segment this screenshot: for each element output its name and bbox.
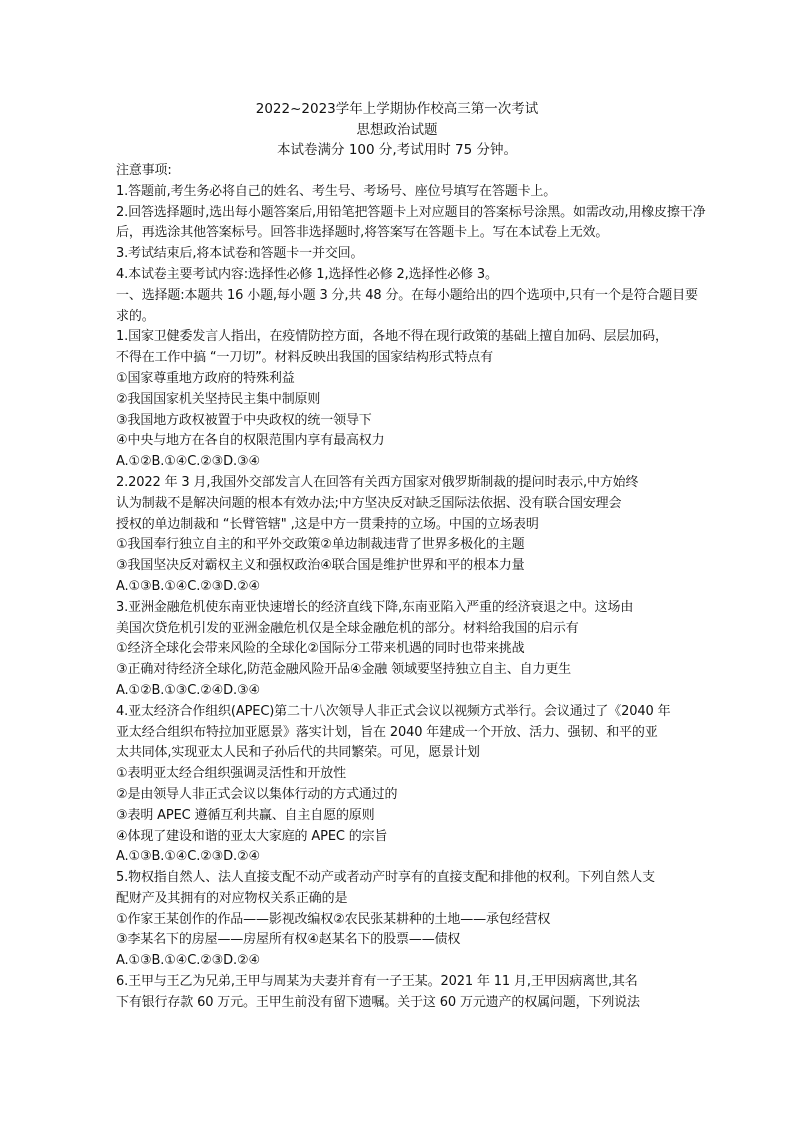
question-6-stem: 6.王甲与王乙为兄弟,王甲与周某为夫妻并育有一子王某。2021 年 11 月,王甲因病离世,其名 [116, 974, 638, 990]
question-2-stem: 2.2022 年 3 月,我国外交部发言人在回答有关西方国家对俄罗斯制裁的提问时表示,中方始终 [116, 474, 639, 490]
question-1-statement: ②我国国家机关坚持民主集中制原则 [116, 391, 321, 407]
exam-subject: 思想政治试题 [356, 121, 438, 138]
question-3-statement: ①经济全球化会带来风险的全球化②国际分工带来机遇的同时也带来挑战 [116, 641, 525, 657]
notes-heading: 注意事项: [116, 163, 172, 178]
question-6-stem: 下有银行存款 60 万元。王甲生前没有留下遗嘱。关于这 60 万元遗产的权属问题，下列说法 [116, 994, 640, 1010]
question-4-stem: 太共同体,实现亚太人民和子孙后代的共同繁荣。可见，愿景计划 [116, 745, 480, 761]
section-intro: 一、选择题:本题共 16 小题,每小题 3 分,共 48 分。在每小题给出的四个选项中,只有一个是符合题目要求的。 [116, 287, 698, 324]
question-3-stem: 3.亚洲金融危机使东南亚快速增长的经济直线下降,东南亚陷入严重的经济衰退之中。这场由 [116, 599, 634, 615]
question-4-stem: 亚太经合组织布特拉加亚愿景》落实计划，旨在 2040 年建成一个开放、活力、强韧、和平的亚 [116, 724, 658, 740]
question-5-statement: ①作家王某创作的作品——影视改编权②农民张某耕种的土地——承包经营权 [116, 911, 551, 927]
note-item: 4.本试卷主要考试内容:选择性必修 1,选择性必修 2,选择性必修 3。 [116, 266, 498, 282]
question-4-statement: ②是由领导人非正式会议以集体行动的方式通过的 [116, 786, 398, 802]
question-4-statement: ④体现了建设和谐的亚太大家庭的 APEC 的宗旨 [116, 828, 388, 844]
question-3-answers: A.①②B.①③C.②④D.③④ [116, 682, 261, 698]
exam-header [0, 99, 794, 161]
note-item: 1.答题前,考生务必将自己的姓名、考生号、考场号、座位号填写在答题卡上。 [116, 183, 557, 199]
question-2-stem: 授权的单边制裁和 “长臂管辖" ,这是中方一贯秉持的立场。中国的立场表明 [116, 516, 539, 532]
question-1-answers: A.①②B.①④C.②③D.③④ [116, 454, 261, 470]
question-2-answers: A.①③B.①④C.②③D.②④ [116, 578, 261, 594]
question-1-stem: 1.国家卫健委发言人指出，在疫情防控方面，各地不得在现行政策的基础上擅自加码、层层加码， [116, 329, 668, 345]
question-4-answers: A.①③B.①④C.②③D.②④ [116, 849, 261, 865]
question-4-statement: ①表明亚太经合组织强调灵活性和开放性 [116, 766, 346, 782]
exam-content [116, 161, 708, 1014]
question-2-statement: ①我国奉行独立自主的和平外交政策②单边制裁违背了世界多极化的主题 [116, 537, 525, 553]
question-5-answers: A.①③B.①④C.②③D.②④ [116, 953, 261, 969]
question-5-statement: ③李某名下的房屋——房屋所有权④赵某名下的股票——债权 [116, 932, 461, 948]
note-item: 2.回答选择题时,选出每小题答案后,用铅笔把答题卡上对应题目的答案标号涂黑。如需改动,用橡皮擦干净后，再选涂其他答案标号。回答非选择题时,将答案写在答题卡上。写在本试卷上无效。 [116, 204, 706, 241]
question-3-statement: ③正确对待经济全球化,防范金融风险开品④金融 领域要坚持独立自主、自力更生 [116, 662, 572, 678]
question-3-stem: 美国次贷危机引发的亚洲金融危机仅是全球金融危机的部分。材料给我国的启示有 [116, 620, 579, 636]
question-2-stem: 认为制裁不是解决问题的根本有效办法;中方坚决反对缺乏国际法依据、没有联合国安理会 [116, 495, 622, 511]
question-4-stem: 4.亚太经济合作组织(APEC)第二十八次领导人非正式会议以视频方式举行。会议通过了《2040 年 [116, 703, 671, 719]
question-5-stem: 配财产及其拥有的对应物权关系正确的是 [116, 890, 348, 906]
exam-info: 本试卷满分 100 分,考试用时 75 分钟。 [277, 142, 517, 158]
question-1-statement: ①国家尊重地方政府的特殊利益 [116, 370, 295, 386]
question-1-statement: ③我国地方政权被置于中央政权的统一领导下 [116, 412, 372, 428]
question-4-statement: ③表明 APEC 遵循互利共赢、自主自愿的原则 [116, 807, 375, 823]
note-item: 3.考试结束后,将本试卷和答题卡一并交回。 [116, 246, 364, 262]
question-2-statement: ③我国坚决反对霸权主义和强权政治④联合国是维护世界和平的根本力量 [116, 558, 525, 574]
question-1-statement: ④中央与地方在各自的权限范围内享有最高权力 [116, 433, 385, 449]
question-1-stem: 不得在工作中搞 “一刀切”。材料反映出我国的国家结构形式特点有 [116, 350, 493, 366]
exam-title: 2022~2023学年上学期协作校高三第一次考试 [255, 101, 539, 117]
question-5-stem: 5.物权指自然人、法人直接支配不动产或者动产时享有的直接支配和排他的权利。下列自然人支 [116, 870, 655, 886]
